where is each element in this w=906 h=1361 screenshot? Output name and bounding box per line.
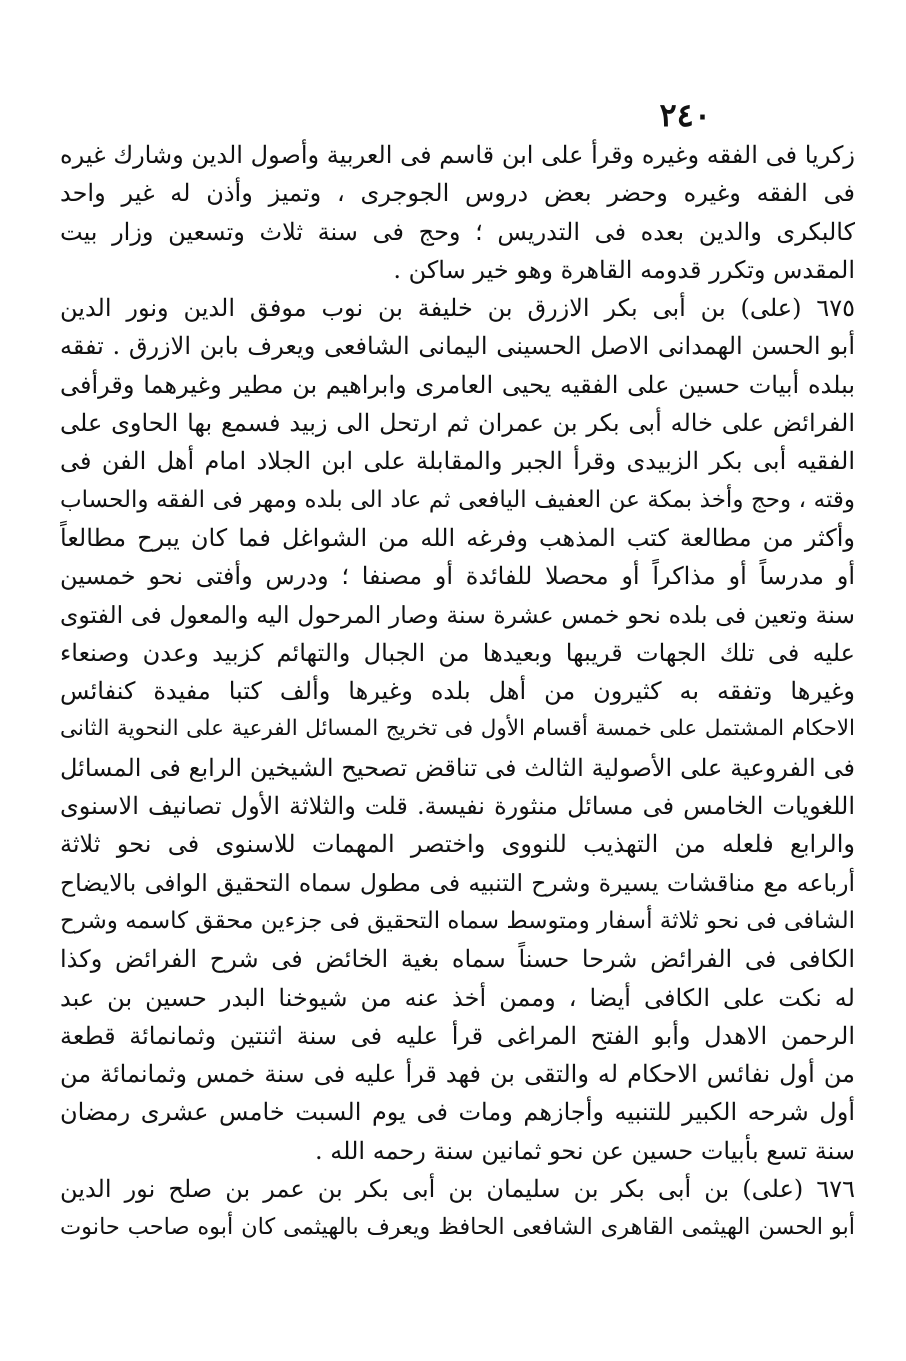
text-line: الرحمن الاهدل وأبو الفتح المراغى قرأ عليه فى سنة اثنتين وثمانمائة قطعة xyxy=(60,1021,855,1050)
text-line: أول شرحه الكبير للتنبيه وأجازهم ومات فى يوم السبت خامس عشرى رمضان xyxy=(60,1098,855,1127)
text-line: اللغويات الخامس فى مسائل منثورة نفيسة. قلت والثلاثة الأول تصانيف الاسنوى xyxy=(60,792,855,821)
entry-676-heading: ٦٧٦ (على) بن أبى بكر بن سليمان بن أبى بكر بن عمر بن صلح نور الدين xyxy=(60,1175,855,1204)
text-line: أو مدرساً أو مذاكراً أو محصلا للفائدة أو مصنفا ؛ ودرس وأفتى نحو خمسين xyxy=(60,562,855,591)
text-line: ببلده أبيات حسين على الفقيه يحيى العامرى وابراهيم بن مطير وغيرهما وقرأفى xyxy=(60,370,855,399)
text-line: زكريا فى الفقه وغيره وقرأ على ابن قاسم فى العربية وأصول الدين وشارك غيره xyxy=(60,141,855,169)
text-line: له نكت على الكافى أيضا ، وممن أخذ عنه من شيوخنا البدر حسين بن عبد xyxy=(60,983,855,1012)
text-line: وغيرها وتفقه به كثيرون من أهل بلده وغيرها وألف كتبا مفيدة كنفائس xyxy=(60,677,855,706)
text-line: أرباعه مع مناقشات يسيرة وشرح التنبيه فى مطول سماه التحقيق الوافى بالايضاح xyxy=(60,868,855,897)
text-line: أبو الحسن الهمدانى الاصل الحسينى اليمانى الشافعى ويعرف بابن الازرق . تفقه xyxy=(60,332,855,361)
text-line: الشافى فى نحو ثلاثة أسفار ومتوسط سماه التحقيق فى جزءين محقق كاسمه وشرح xyxy=(60,907,855,934)
text-line: كالبكرى والدين بعده فى التدريس ؛ وحج فى سنة ثلاث وتسعين وزار بيت xyxy=(60,217,855,246)
text-line: سنة تسع بأبيات حسين عن نحو ثمانين سنة رحمه الله . xyxy=(315,1136,855,1165)
text-line: الفقيه أبى بكر الزبيدى وقرأ الجبر والمقابلة على ابن الجلاد امام أهل الفن فى xyxy=(60,447,855,476)
entry-675-heading: ٦٧٥ (على) بن أبى بكر الازرق بن خليفة بن نوب موفق الدين ونور الدين xyxy=(60,294,855,323)
text-line: أبو الحسن الهيثمى القاهرى الشافعى الحافظ ويعرف بالهيثمى كان أبوه صاحب حانوت xyxy=(60,1214,855,1241)
text-line: وأكثر من مطالعة كتب المذهب وفرغه الله من الشواغل فما كان يبرح مطالعاً xyxy=(60,523,855,552)
text-line: عليه فى تلك الجهات قريبها وبعيدها من الجبال والتهائم كزبيد وعدن وصنعاء xyxy=(60,638,855,667)
page-number: ٢٤٠ xyxy=(659,96,711,134)
text-line: الفرائض على خاله أبى بكر بن عمران ثم ارتحل الى زبيد فسمع بها الحاوى على xyxy=(60,409,855,438)
text-line: الكافى فى الفرائض شرحا حسناً سماه بغية الخائض فى شرح الفرائض وكذا xyxy=(60,945,855,974)
text-line: المقدس وتكرر قدومه القاهرة وهو خير ساكن . xyxy=(393,255,855,284)
text-line: فى الفقه وغيره وحضر بعض دروس الجوجرى ، وتميز وأذن له غير واحد xyxy=(60,179,855,208)
body-text xyxy=(60,136,855,1247)
text-line: والرابع فلعله من التهذيب للنووى واختصر المهمات للاسنوى فى نحو ثلاثة xyxy=(60,830,855,859)
text-line: الاحكام المشتمل على خمسة أقسام الأول فى تخريج المسائل الفرعية على النحوية الثانى xyxy=(60,716,855,742)
text-line: من أول نفائس الاحكام له والتقى بن فهد قرأ عليه فى سنة خمس وثمانمائة من xyxy=(60,1060,855,1089)
text-line: فى الفروعية على الأصولية الثالث فى تناقض تصحيح الشيخين الرابع فى المسائل xyxy=(60,753,855,782)
text-line: وقته ، وحج وأخذ بمكة عن العفيف اليافعى ثم عاد الى بلده ومهر فى الفقه والحساب xyxy=(60,486,855,513)
text-line: سنة وتعين فى بلده نحو خمس عشرة سنة وصار المرحول اليه والمعول فى الفتوى xyxy=(60,600,855,629)
